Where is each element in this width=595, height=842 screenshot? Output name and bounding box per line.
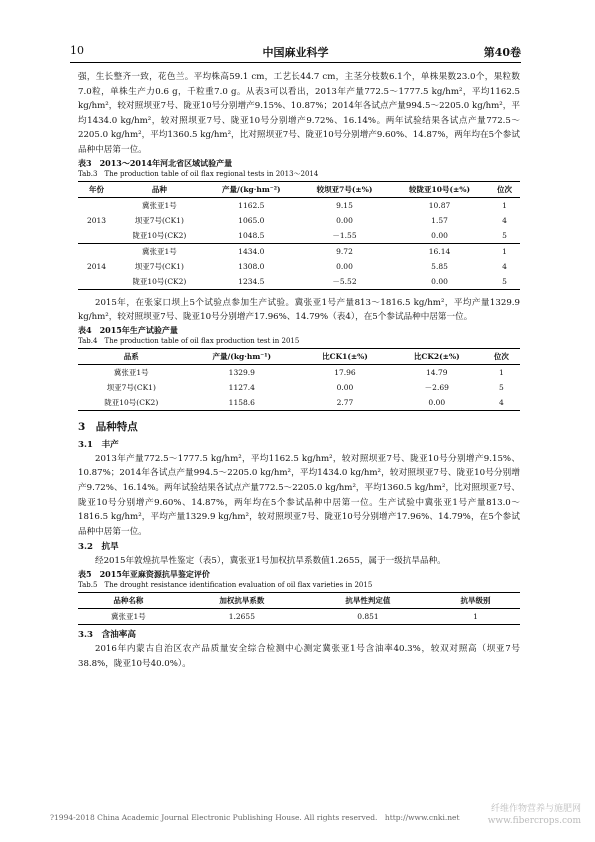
volume-label: 第40卷 [483,46,521,59]
table-cell: 5.85 [431,261,448,271]
table4-caption-zh: 表4 2015年生产试验产量 [78,324,178,335]
table-cell: 2.77 [299,395,391,411]
table-cell: 1308.0 [238,261,265,271]
table-cell [78,228,115,244]
table4-header: 产量/(kg·hm⁻¹) [185,348,300,364]
subsection-heading-oil-content: 3.3 含油率高 [78,629,136,640]
table-cell: 4 [502,261,507,271]
table4-header: 比CK2(±%) [391,348,483,364]
paragraph-oil-content: 2016年内蒙古自治区农产品质量安全综合检测中心测定冀张亚1号含油率40.3%，较双对照高（坝亚7号38.8%，陇亚10号40.0%）。 [78,643,520,669]
section-heading-variety-features: 3 品种特点 [78,420,138,433]
table-cell: 5 [502,230,507,240]
table-cell: 坝亚7号(CK1) [134,215,184,225]
table3-header: 位次 [489,181,520,197]
watermark-line: 纤维作物营养与施肥网 [490,804,581,814]
table-row [78,243,520,259]
table-cell: －5.52 [299,274,390,290]
table5-caption-zh: 表5 2015年亚麻资源抗旱鉴定评价 [78,568,210,579]
table-cell: 0.00 [336,261,353,271]
table-cell: －1.55 [332,230,357,240]
table5-header: 加权抗旱系数 [179,592,305,608]
paragraph-production-test: 2015年，在张家口坝上5个试验点参加生产试验。冀张亚1号产量813～1816.5 kg/hm²，平均产量1329.9 kg/hm²，较对照坝亚7号、陇亚10号分别增产17.96%、14.79%（表4），在5个参试品种中居第一位。 [78,297,520,323]
table-cell: 10.87 [428,200,451,210]
page-number: 10 [70,44,84,57]
table4-header: 位次 [483,348,520,364]
paragraph-high-yield: 2013年产量772.5～1777.5 kg/hm²，平均1162.5 kg/hm²，较对照坝亚7号、陇亚10号分别增产9.15%、10.87%；2014年各试点产量994.5～2205.0 kg/hm²，平均1434.0 kg/hm²，较对照坝亚7号、陇亚10号分别增产9.72%、16.14%。两年试验结果各试点产量772.5～2205.0 kg/hm²，平均1360.5 kg/hm²，比对照坝亚7号、陇亚10号分别增产9.60%、14.87%，两年均在5个参试品种中居第一位。生产试验中冀张亚1号产量813.0～1816.5 kg/hm²，平均产量1329.9 kg/hm²，较对照坝亚7号、陇亚10号分别增产17.96%、14.79%，在5个参试品种中居第一位。 [78,453,520,537]
table-cell [78,274,115,290]
table-cell: 2014 [86,261,107,271]
watermark-line: www.fibercrops.com [487,816,581,826]
table-row [78,213,520,228]
table4-caption-en: Tab.4 The production table of oil flax production test in 2015 [78,336,300,345]
table-cell: 坝亚7号(CK1) [106,382,156,392]
table3-header: 年份 [78,181,115,197]
header-rule [70,62,521,63]
table-cell: 2013 [86,215,107,225]
article-body [78,70,520,671]
table-row [78,274,520,290]
table-cell: 1 [502,200,507,210]
table-cell: 5 [498,382,504,392]
table-cell: 5 [489,274,520,290]
subsection-heading-drought: 3.2 抗旱 [78,542,119,553]
table3-header: 较坝亚7号(±%) [299,181,390,197]
table-row [78,259,520,274]
table4-header: 品系 [78,348,185,364]
subsection-heading-high-yield: 3.1 丰产 [78,439,119,450]
table-row [78,364,520,380]
table-cell: 陇亚10号(CK2) [115,274,204,290]
table-cell: 17.96 [334,367,356,377]
table-cell: －2.69 [424,382,449,392]
table-cell: 9.15 [336,200,353,210]
paragraph-drought: 经2015年敦煌抗旱性鉴定（表5），冀张亚1号加权抗旱系数值1.2655，属于一级抗旱品种。 [95,556,446,567]
table-cell: 1.57 [431,215,448,225]
table-cell: 1 [431,608,520,624]
table-row [78,380,520,395]
table-cell: 0.00 [431,230,448,240]
table-cell [78,197,115,213]
table-cell: 0.00 [336,382,354,392]
journal-title: 中国麻业科学 [262,46,329,59]
table-cell: 4 [483,395,520,411]
table4-production-yield [78,348,520,411]
table-cell: 冀张亚1号 [115,243,204,259]
table-cell: 1048.5 [238,230,265,240]
table-cell: 1158.6 [185,395,300,411]
table-cell: 1.2655 [179,608,305,624]
table-cell: 陇亚10号(CK2) [78,395,185,411]
table-cell: 1329.9 [228,367,255,377]
table-cell: 1234.5 [204,274,299,290]
table5-drought-evaluation [78,592,520,625]
table3-regional-yield [78,181,520,290]
table5-header: 抗旱级别 [431,592,520,608]
table-row [78,608,520,624]
paragraph-variety-traits: 强，生长整齐一致，花色兰。平均株高59.1 cm，工艺长44.7 cm，主茎分枝数6.1个，单株果数23.0个，果粒数7.0粒，单株生产力0.6 g，千粒重7.0 g。从表3可以看出，2013年产量772.5～1777.5 kg/hm²，平均1162.5 kg/hm²，较对照坝亚7号、陇亚10号分别增产9.15%、10.87%；2014年各试点产量994.5～2205.0 kg/hm²，平均1434.0 kg/hm²，较对照坝亚7号、陇亚10号分别增产9.72%、16.14%。两年试验结果各试点产量772.5～2205.0 kg/hm²，平均1360.5 kg/hm²，比对照坝亚7号、陇亚10号分别增产9.60%、14.87%，两年均在5个参试品种中居第一位。 [78,72,520,155]
table-cell: 0.00 [391,395,483,411]
table-cell: 1162.5 [238,200,265,210]
table-cell: 0.00 [390,274,489,290]
table3-caption-zh: 表3 2013～2014年河北省区域试验产量 [78,157,233,168]
table-row [78,197,520,213]
table-cell: 冀张亚1号 [113,367,149,377]
table-cell: 1 [489,243,520,259]
table3-caption-en: Tab.3 The production table of oil flax regional tests in 2013～2014 [78,169,319,178]
table3-header: 品种 [115,181,204,197]
table-cell [78,243,115,259]
site-watermark [488,803,581,827]
table5-caption-en: Tab.5 The drought resistance identification evaluation of oil flax varieties in 2015 [78,580,373,589]
table-row [78,395,520,411]
copyright-footer: ?1994-2018 China Academic Journal Electronic Publishing House. All rights reserved. http://www.cnki.net [50,813,460,822]
running-header [70,44,521,60]
table3-header: 产量/(kg·hm⁻²) [204,181,299,197]
table-cell: 1 [498,367,504,377]
table-cell: 坝亚7号(CK1) [134,261,184,271]
table-cell: 14.79 [426,367,448,377]
table-row [78,228,520,244]
table-cell: 冀张亚1号 [78,608,179,624]
table-cell: 16.14 [390,243,489,259]
table-cell: 0.00 [336,215,353,225]
table5-header: 品种名称 [78,592,179,608]
table-cell: 陇亚10号(CK2) [132,230,187,240]
table-cell: 1065.0 [238,215,265,225]
table3-header: 较陇亚10号(±%) [390,181,489,197]
table4-header: 比CK1(±%) [299,348,391,364]
table-cell: 4 [502,215,507,225]
table-cell: 1434.0 [204,243,299,259]
table-cell: 冀张亚1号 [141,200,177,210]
table5-header: 抗旱性判定值 [305,592,431,608]
table-cell: 0.851 [305,608,431,624]
table-cell: 9.72 [299,243,390,259]
table-cell: 1127.4 [228,382,255,392]
